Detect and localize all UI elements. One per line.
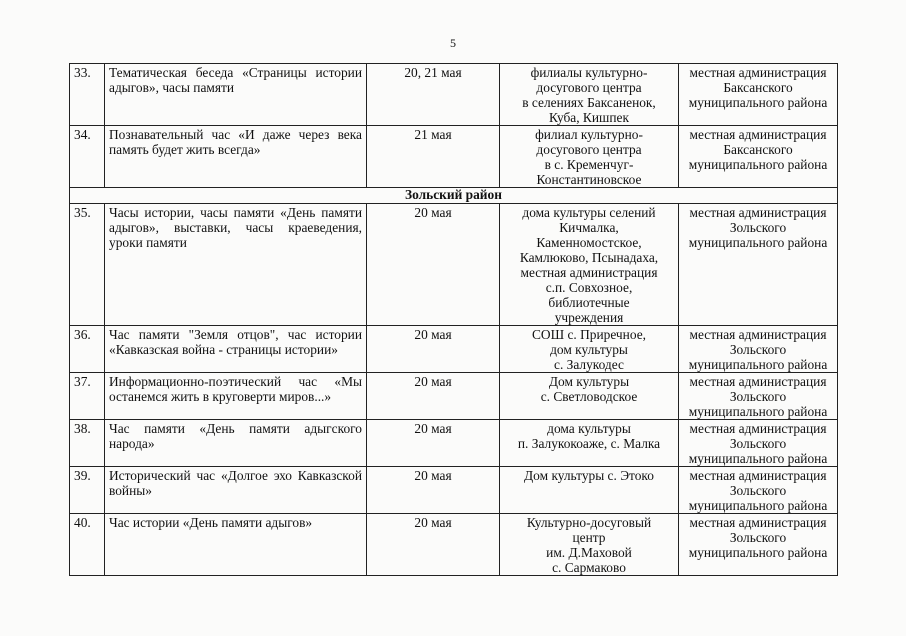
responsible-organizer-line: Зольского: [729, 220, 787, 235]
responsible-organizer: [679, 126, 838, 188]
row-number: 38.: [70, 420, 105, 467]
section-title: Зольский район: [70, 188, 838, 204]
event-venue-line: в селениях Баксаненок,: [522, 95, 656, 110]
event-venue-line: дома культуры селений: [522, 205, 656, 220]
table-row: [70, 204, 838, 326]
event-venue-line: дом культуры: [550, 342, 628, 357]
event-venue-line: дома культуры: [547, 421, 631, 436]
event-venue-line: библиотечные: [548, 295, 630, 310]
event-venue-line: Камлюково, Псынадаха,: [519, 250, 659, 265]
events-table: [69, 63, 838, 576]
responsible-organizer: [679, 514, 838, 576]
responsible-organizer-line: Баксанского: [723, 142, 793, 157]
event-venue-line: Культурно-досуговый: [526, 515, 652, 530]
table-row: [70, 126, 838, 188]
responsible-organizer: [679, 420, 838, 467]
page-number: 5: [450, 36, 456, 50]
event-venue-line: с.п. Совхозное,: [545, 280, 633, 295]
event-title: Тематическая беседа «Страницы истории адыгов», часы памяти: [105, 64, 367, 126]
row-number: 34.: [70, 126, 105, 188]
responsible-organizer-line: Баксанского: [723, 80, 793, 95]
event-date: 20, 21 мая: [367, 64, 500, 126]
section-row: [70, 188, 838, 204]
event-venue-line: досугового центра: [536, 80, 642, 95]
event-venue-line: в с. Кременчуг-: [544, 157, 634, 172]
row-number: 33.: [70, 64, 105, 126]
event-venue-line: филиал культурно-: [535, 127, 643, 142]
event-title: Познавательный час «И даже через века память будет жить всегда»: [105, 126, 367, 188]
table-row: [70, 373, 838, 420]
table-body-baksan: [70, 64, 838, 188]
responsible-organizer-line: муниципального района: [688, 357, 828, 372]
event-venue-line: с. Сармаково: [552, 560, 626, 575]
responsible-organizer-line: Зольского: [729, 436, 787, 451]
table-row: [70, 326, 838, 373]
row-number: 37.: [70, 373, 105, 420]
table-body-zolsky: [70, 204, 838, 576]
responsible-organizer: [679, 204, 838, 326]
responsible-organizer-line: муниципального района: [688, 451, 828, 466]
table-row: [70, 420, 838, 467]
event-venue-line: Дом культуры с. Этоко: [524, 468, 654, 483]
row-number: 35.: [70, 204, 105, 326]
event-title: Исторический час «Долгое эхо Кавказской войны»: [105, 467, 367, 514]
responsible-organizer: [679, 467, 838, 514]
responsible-organizer-line: местная администрация: [689, 205, 827, 220]
responsible-organizer-line: местная администрация: [689, 374, 827, 389]
responsible-organizer: [679, 326, 838, 373]
event-venue-line: с. Залукодес: [554, 357, 624, 372]
table-row: [70, 64, 838, 126]
responsible-organizer: [679, 64, 838, 126]
responsible-organizer-line: муниципального района: [688, 545, 828, 560]
event-venue: [500, 126, 679, 188]
event-venue-line: с. Светловодское: [540, 389, 638, 404]
responsible-organizer-line: местная администрация: [689, 65, 827, 80]
event-title: Часы истории, часы памяти «День памяти адыгов», выставки, часы краеведения, уроки памяти: [105, 204, 367, 326]
event-venue-line: местная администрация: [520, 265, 658, 280]
event-venue-line: Константиновское: [536, 172, 642, 187]
event-date: 20 мая: [367, 204, 500, 326]
event-venue-line: филиалы культурно-: [530, 65, 648, 80]
event-title: Час истории «День памяти адыгов»: [105, 514, 367, 576]
table-section: [70, 188, 838, 204]
table-row: [70, 514, 838, 576]
responsible-organizer-line: Зольского: [729, 483, 787, 498]
responsible-organizer-line: муниципального района: [688, 235, 828, 250]
event-venue: [500, 373, 679, 420]
event-venue-line: п. Залукокоаже, с. Малка: [517, 436, 661, 451]
responsible-organizer-line: Зольского: [729, 530, 787, 545]
event-title: Информационно-поэтический час «Мы останемся жить в круговерти миров...»: [105, 373, 367, 420]
event-venue: [500, 204, 679, 326]
row-number: 40.: [70, 514, 105, 576]
responsible-organizer-line: муниципального района: [688, 157, 828, 172]
responsible-organizer-line: местная администрация: [689, 127, 827, 142]
responsible-organizer-line: местная администрация: [689, 421, 827, 436]
event-venue-line: Каменномостское,: [536, 235, 642, 250]
event-venue-line: Куба, Кишпек: [549, 110, 629, 125]
event-date: 20 мая: [367, 326, 500, 373]
event-date: 20 мая: [367, 467, 500, 514]
event-venue-line: СОШ с. Приречное,: [532, 327, 646, 342]
table-row: [70, 467, 838, 514]
event-date: 21 мая: [367, 126, 500, 188]
event-venue-line: Кичмалка,: [559, 220, 619, 235]
responsible-organizer: [679, 373, 838, 420]
responsible-organizer-line: муниципального района: [688, 95, 828, 110]
responsible-organizer-line: муниципального района: [688, 404, 828, 419]
event-venue-line: центр: [572, 530, 606, 545]
event-venue: [500, 420, 679, 467]
event-venue: [500, 467, 679, 514]
event-title: Час памяти "Земля отцов", час истории «Кавказская война - страницы истории»: [105, 326, 367, 373]
row-number: 36.: [70, 326, 105, 373]
responsible-organizer-line: Зольского: [729, 342, 787, 357]
row-number: 39.: [70, 467, 105, 514]
event-venue: [500, 64, 679, 126]
event-venue-line: им. Д.Маховой: [546, 545, 632, 560]
event-venue-line: Дом культуры: [548, 374, 630, 389]
event-title: Час памяти «День памяти адыгского народа»: [105, 420, 367, 467]
responsible-organizer-line: муниципального района: [688, 498, 828, 513]
event-date: 20 мая: [367, 373, 500, 420]
event-date: 20 мая: [367, 420, 500, 467]
event-venue: [500, 326, 679, 373]
event-date: 20 мая: [367, 514, 500, 576]
event-venue-line: досугового центра: [536, 142, 642, 157]
responsible-organizer-line: местная администрация: [689, 327, 827, 342]
responsible-organizer-line: местная администрация: [689, 468, 827, 483]
responsible-organizer-line: местная администрация: [689, 515, 827, 530]
event-venue: [500, 514, 679, 576]
responsible-organizer-line: Зольского: [729, 389, 787, 404]
event-venue-line: учреждения: [554, 310, 624, 325]
